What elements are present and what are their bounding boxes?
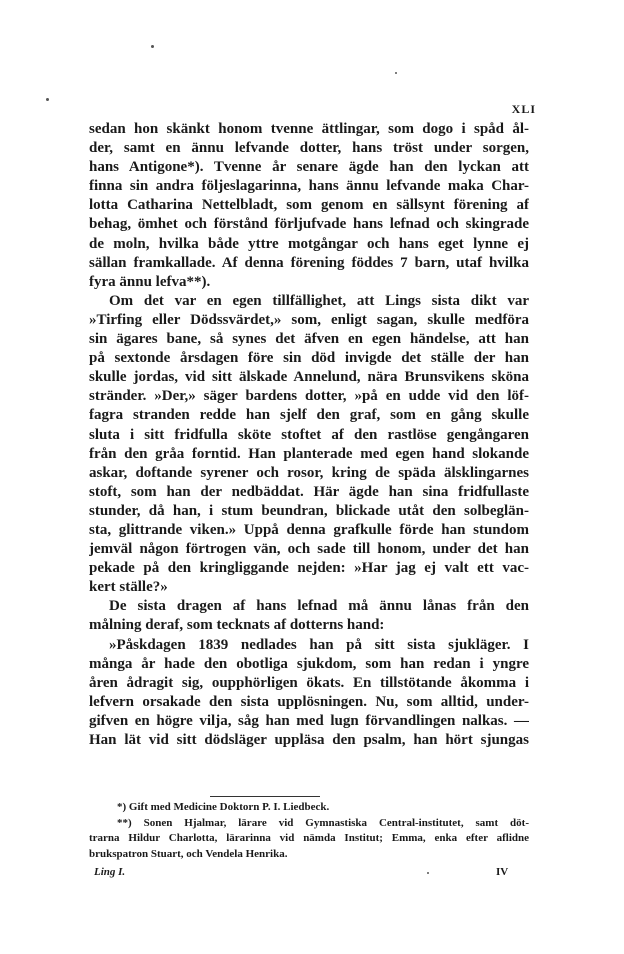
speck-mark xyxy=(427,872,429,874)
text-line: de moln, hvilka både yttre motgångar och hans eget lynne ej xyxy=(89,235,529,252)
text-line: sedan hon skänkt honom tvenne ättlingar, som dogo i spåd ål- xyxy=(89,121,529,137)
text-line: hans Antigone*). Tvenne år senare ägde han den lyckan att xyxy=(89,159,529,176)
speck-mark xyxy=(46,98,49,101)
footnote-line: *) Gift med Medicine Doktorn P. I. Liedbeck. xyxy=(117,801,330,813)
page-number: XLI xyxy=(511,102,536,116)
text-line: der, samt en ännu lefvande dotter, hans tröst under sorgen, xyxy=(89,140,529,157)
text-line: De sista dragen af hans lefnad må ännu lånas från den xyxy=(109,598,529,615)
text-line: åren ådragit sig, oupphörligen ökats. En tillstötande åkomma i xyxy=(89,674,529,691)
text-line: jemväl någon förtrogen vän, och sade till honom, under det han xyxy=(89,541,529,558)
text-line: askar, doftande syrener och rosor, kring de späda älsklingarnes xyxy=(89,464,529,481)
text-line: Han lät vid sitt dödsläger uppläsa den psalm, han hört sjungas xyxy=(89,732,529,748)
text-line: fyra ännu lefva**). xyxy=(89,273,211,290)
text-line: sluta i sitt fridfulla sköte stoftet af den rastlöse gengångaren xyxy=(89,426,529,443)
footnote-line: trarna Hildur Charlotta, lärarinna vid nämda Institut; Emma, enka efter aflidne xyxy=(89,832,529,844)
text-line: pekade på den kringliggande nejden: »Har jag ej valt ett vac- xyxy=(89,560,529,577)
footnote-line: brukspatron Stuart, och Vendela Henrika. xyxy=(89,847,288,860)
body-text xyxy=(89,120,529,750)
text-line: behag, ömhet och förstånd förljufvade hans lefnad och skingrade xyxy=(89,216,529,233)
text-line: lotta Catharina Nettelbladt, som genom en sällsynt förening af xyxy=(89,197,529,214)
text-line: sin ägares bane, så synes det äfven en egen händelse, att han xyxy=(89,331,529,348)
text-line: sällan framkallade. Af denna förening föddes 7 barn, utaf hvilka xyxy=(89,254,529,271)
sheet-number: IV xyxy=(496,866,509,878)
footnotes xyxy=(89,800,529,862)
text-line: på sextonde årsdagen före sin död invigde det ställe der han xyxy=(89,350,529,367)
text-line: stunder, då han, i stum beundran, blickade utåt den solbeglän- xyxy=(89,502,529,519)
text-line: sta, glittrande viken.» Uppå denna grafkulle förde han stundom xyxy=(89,521,529,538)
footnote-line: **) Sonen Hjalmar, lärare vid Gymnastiska Central-institutet, samt döt- xyxy=(117,816,529,829)
text-line: målning deraf, som tecknats af dotterns hand: xyxy=(89,617,385,634)
text-line: fagra stranden redde han sjelf den graf, som en gång skulle xyxy=(89,407,529,424)
speck-mark xyxy=(151,45,154,48)
text-line: stränder. »Der,» säger bardens dotter, »på en udde vid den löf- xyxy=(89,388,529,405)
footnote-divider xyxy=(210,796,320,797)
text-line: lefvern orsakade den sista upplösningen. Nu, som alltid, under- xyxy=(89,693,529,710)
signature-mark: Ling I. xyxy=(94,866,126,878)
text-line: från den gråa forntid. Han planterade med egen hand slokande xyxy=(89,445,529,462)
text-line: stoft, som han der nedbäddat. Här ägde han sina fridfullaste xyxy=(89,483,529,500)
text-line: skulle jordas, vid sitt älskade Annelund, nära Brunsvikens sköna xyxy=(89,369,529,386)
speck-mark xyxy=(395,72,397,74)
text-line: gifven en högre vilja, såg han med lugn förvandlingen nalkas. — xyxy=(89,712,529,729)
text-line: finna sin andra följeslagarinna, hans ännu lefvande maka Char- xyxy=(89,178,529,195)
text-line: »Tirfing eller Dödssvärdet,» som, enligt sagan, skulle medföra xyxy=(89,311,529,328)
text-line: »Påskdagen 1839 nedlades han på sitt sista sjukläger. I xyxy=(109,636,529,653)
text-line: kert ställe?» xyxy=(89,579,168,596)
text-line: Om det var en egen tillfällighet, att Lings sista dikt var xyxy=(109,292,529,309)
text-line: många år hade den obotliga sjukdom, som han redan i yngre xyxy=(89,655,529,672)
